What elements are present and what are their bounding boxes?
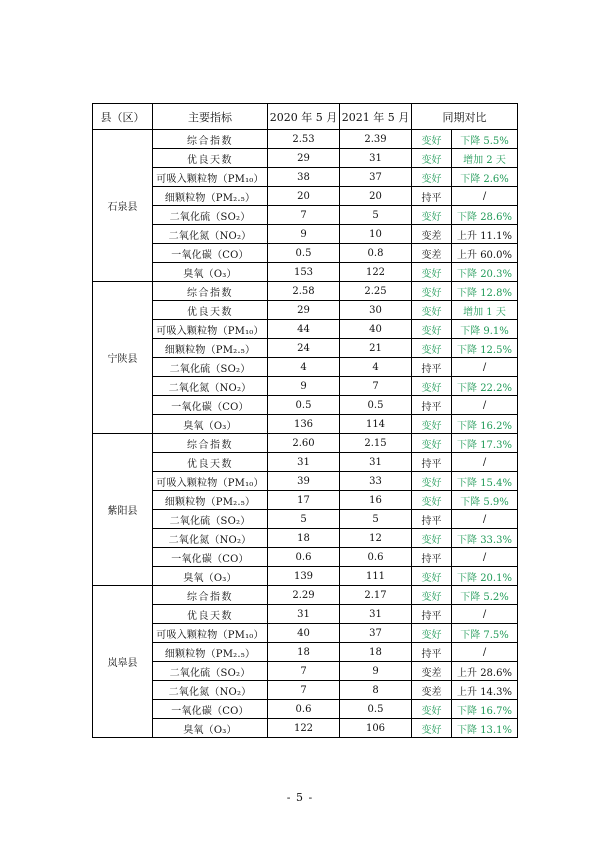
trend-cell: 变好 (412, 168, 452, 187)
trend-cell: 持平 (412, 510, 452, 529)
trend-cell: 持平 (412, 358, 452, 377)
table-row (93, 453, 518, 472)
value-2020-cell: 44 (268, 320, 340, 339)
table-row (93, 206, 518, 225)
value-2021-cell: 2.25 (340, 282, 412, 301)
value-2021-cell: 33 (340, 472, 412, 491)
value-2020-cell: 29 (268, 301, 340, 320)
change-cell: 增加 2 天 (452, 149, 518, 168)
trend-cell: 变好 (412, 700, 452, 719)
table-row (93, 491, 518, 510)
table-header (93, 104, 518, 130)
county-cell: 宁陕县 (93, 282, 153, 434)
value-2021-cell: 10 (340, 225, 412, 244)
value-2021-cell: 37 (340, 624, 412, 643)
change-cell: 下降 16.7% (452, 700, 518, 719)
change-cell: 下降 22.2% (452, 377, 518, 396)
value-2020-cell: 0.6 (268, 700, 340, 719)
table-row (93, 624, 518, 643)
county-cell: 紫阳县 (93, 434, 153, 586)
value-2020-cell: 0.6 (268, 548, 340, 567)
metric-cell: 综合指数 (153, 434, 268, 453)
metric-cell: 综合指数 (153, 282, 268, 301)
value-2020-cell: 9 (268, 377, 340, 396)
trend-cell: 持平 (412, 396, 452, 415)
change-cell: 上升 11.1% (452, 225, 518, 244)
county-cell: 岚皋县 (93, 586, 153, 738)
change-cell: / (452, 396, 518, 415)
metric-cell: 臭氧（O₃） (153, 567, 268, 586)
change-cell: 下降 20.3% (452, 263, 518, 282)
change-cell: / (452, 453, 518, 472)
table-row (93, 529, 518, 548)
value-2021-cell: 8 (340, 681, 412, 700)
table-row (93, 377, 518, 396)
change-cell: 上升 14.3% (452, 681, 518, 700)
table-row (93, 187, 518, 206)
metric-cell: 综合指数 (153, 130, 268, 149)
trend-cell: 变好 (412, 206, 452, 225)
trend-cell: 变差 (412, 225, 452, 244)
trend-cell: 变好 (412, 320, 452, 339)
value-2020-cell: 136 (268, 415, 340, 434)
trend-cell: 变好 (412, 377, 452, 396)
value-2021-cell: 2.15 (340, 434, 412, 453)
metric-cell: 综合指数 (153, 586, 268, 605)
trend-cell: 持平 (412, 187, 452, 206)
value-2020-cell: 2.58 (268, 282, 340, 301)
trend-cell: 变好 (412, 263, 452, 282)
trend-cell: 变好 (412, 472, 452, 491)
value-2021-cell: 20 (340, 187, 412, 206)
table-row (93, 225, 518, 244)
value-2021-cell: 0.5 (340, 700, 412, 719)
trend-cell: 变差 (412, 681, 452, 700)
metric-cell: 二氧化氮（NO₂） (153, 529, 268, 548)
change-cell: 下降 13.1% (452, 719, 518, 738)
header-2020: 2020 年 5 月 (268, 104, 340, 130)
metric-cell: 二氧化氮（NO₂） (153, 681, 268, 700)
metric-cell: 二氧化硫（SO₂） (153, 662, 268, 681)
page-number: - 5 - (286, 791, 314, 804)
value-2020-cell: 4 (268, 358, 340, 377)
trend-cell: 变好 (412, 529, 452, 548)
value-2020-cell: 122 (268, 719, 340, 738)
trend-cell: 变好 (412, 491, 452, 510)
value-2021-cell: 16 (340, 491, 412, 510)
header-2021: 2021 年 5 月 (340, 104, 412, 130)
value-2020-cell: 153 (268, 263, 340, 282)
change-cell: 下降 7.5% (452, 624, 518, 643)
value-2020-cell: 139 (268, 567, 340, 586)
value-2021-cell: 114 (340, 415, 412, 434)
change-cell: 上升 60.0% (452, 244, 518, 263)
value-2021-cell: 2.39 (340, 130, 412, 149)
metric-cell: 臭氧（O₃） (153, 263, 268, 282)
metric-cell: 可吸入颗粒物（PM₁₀） (153, 168, 268, 187)
trend-cell: 持平 (412, 453, 452, 472)
table-row (93, 662, 518, 681)
table-row (93, 567, 518, 586)
metric-cell: 二氧化硫（SO₂） (153, 206, 268, 225)
table-row (93, 320, 518, 339)
metric-cell: 一氧化碳（CO） (153, 700, 268, 719)
value-2021-cell: 0.6 (340, 548, 412, 567)
value-2020-cell: 18 (268, 529, 340, 548)
change-cell: / (452, 643, 518, 662)
metric-cell: 细颗粒物（PM₂.₅） (153, 339, 268, 358)
value-2020-cell: 0.5 (268, 396, 340, 415)
change-cell: 下降 20.1% (452, 567, 518, 586)
table-row (93, 263, 518, 282)
value-2020-cell: 31 (268, 605, 340, 624)
trend-cell: 变好 (412, 586, 452, 605)
table-row (93, 396, 518, 415)
value-2021-cell: 12 (340, 529, 412, 548)
value-2020-cell: 2.60 (268, 434, 340, 453)
value-2021-cell: 18 (340, 643, 412, 662)
metric-cell: 一氧化碳（CO） (153, 244, 268, 263)
metric-cell: 一氧化碳（CO） (153, 548, 268, 567)
value-2020-cell: 38 (268, 168, 340, 187)
metric-cell: 优良天数 (153, 301, 268, 320)
change-cell: / (452, 510, 518, 529)
metric-cell: 一氧化碳（CO） (153, 396, 268, 415)
trend-cell: 变差 (412, 662, 452, 681)
metric-cell: 优良天数 (153, 453, 268, 472)
value-2020-cell: 40 (268, 624, 340, 643)
trend-cell: 持平 (412, 605, 452, 624)
change-cell: 上升 28.6% (452, 662, 518, 681)
table-row (93, 415, 518, 434)
value-2021-cell: 122 (340, 263, 412, 282)
value-2020-cell: 7 (268, 662, 340, 681)
value-2020-cell: 7 (268, 206, 340, 225)
table-row (93, 244, 518, 263)
change-cell: 下降 15.4% (452, 472, 518, 491)
value-2021-cell: 31 (340, 453, 412, 472)
table-row (93, 149, 518, 168)
county-cell: 石泉县 (93, 130, 153, 282)
value-2021-cell: 7 (340, 377, 412, 396)
trend-cell: 变好 (412, 282, 452, 301)
value-2021-cell: 9 (340, 662, 412, 681)
table-row (93, 339, 518, 358)
value-2021-cell: 0.8 (340, 244, 412, 263)
value-2020-cell: 39 (268, 472, 340, 491)
value-2021-cell: 106 (340, 719, 412, 738)
change-cell: / (452, 605, 518, 624)
table-row (93, 548, 518, 567)
metric-cell: 二氧化硫（SO₂） (153, 510, 268, 529)
value-2020-cell: 18 (268, 643, 340, 662)
change-cell: 下降 17.3% (452, 434, 518, 453)
trend-cell: 变好 (412, 624, 452, 643)
change-cell: / (452, 187, 518, 206)
change-cell: 增加 1 天 (452, 301, 518, 320)
table-body (93, 130, 518, 738)
table-row (93, 643, 518, 662)
metric-cell: 二氧化硫（SO₂） (153, 358, 268, 377)
table-row (93, 282, 518, 301)
metric-cell: 细颗粒物（PM₂.₅） (153, 491, 268, 510)
value-2020-cell: 2.29 (268, 586, 340, 605)
metric-cell: 细颗粒物（PM₂.₅） (153, 643, 268, 662)
value-2020-cell: 20 (268, 187, 340, 206)
metric-cell: 二氧化氮（NO₂） (153, 377, 268, 396)
trend-cell: 变好 (412, 149, 452, 168)
value-2021-cell: 5 (340, 206, 412, 225)
value-2021-cell: 0.5 (340, 396, 412, 415)
value-2020-cell: 31 (268, 453, 340, 472)
table-row (93, 700, 518, 719)
value-2021-cell: 4 (340, 358, 412, 377)
header-row (93, 104, 518, 130)
value-2021-cell: 21 (340, 339, 412, 358)
value-2021-cell: 31 (340, 149, 412, 168)
trend-cell: 变好 (412, 130, 452, 149)
change-cell: 下降 2.6% (452, 168, 518, 187)
table-row (93, 358, 518, 377)
metric-cell: 可吸入颗粒物（PM₁₀） (153, 320, 268, 339)
change-cell: 下降 9.1% (452, 320, 518, 339)
metric-cell: 优良天数 (153, 149, 268, 168)
table-row (93, 719, 518, 738)
air-quality-table (92, 103, 518, 738)
table-row (93, 510, 518, 529)
trend-cell: 变好 (412, 301, 452, 320)
trend-cell: 持平 (412, 643, 452, 662)
change-cell: / (452, 358, 518, 377)
header-comparison: 同期对比 (412, 104, 518, 130)
value-2021-cell: 30 (340, 301, 412, 320)
trend-cell: 变好 (412, 434, 452, 453)
change-cell: 下降 12.5% (452, 339, 518, 358)
change-cell: 下降 5.9% (452, 491, 518, 510)
value-2020-cell: 0.5 (268, 244, 340, 263)
trend-cell: 变好 (412, 415, 452, 434)
trend-cell: 变差 (412, 244, 452, 263)
trend-cell: 变好 (412, 339, 452, 358)
value-2021-cell: 5 (340, 510, 412, 529)
value-2020-cell: 9 (268, 225, 340, 244)
trend-cell: 变好 (412, 567, 452, 586)
table-row (93, 168, 518, 187)
table-row (93, 472, 518, 491)
metric-cell: 臭氧（O₃） (153, 719, 268, 738)
value-2021-cell: 37 (340, 168, 412, 187)
metric-cell: 优良天数 (153, 605, 268, 624)
metric-cell: 臭氧（O₃） (153, 415, 268, 434)
table-row (93, 301, 518, 320)
metric-cell: 细颗粒物（PM₂.₅） (153, 187, 268, 206)
metric-cell: 二氧化氮（NO₂） (153, 225, 268, 244)
value-2020-cell: 17 (268, 491, 340, 510)
value-2020-cell: 7 (268, 681, 340, 700)
table-row (93, 434, 518, 453)
value-2021-cell: 111 (340, 567, 412, 586)
header-county: 县（区） (93, 104, 153, 130)
change-cell: 下降 28.6% (452, 206, 518, 225)
value-2020-cell: 29 (268, 149, 340, 168)
value-2020-cell: 24 (268, 339, 340, 358)
value-2020-cell: 2.53 (268, 130, 340, 149)
value-2020-cell: 5 (268, 510, 340, 529)
trend-cell: 变好 (412, 719, 452, 738)
table-row (93, 681, 518, 700)
table-row (93, 130, 518, 149)
metric-cell: 可吸入颗粒物（PM₁₀） (153, 624, 268, 643)
value-2021-cell: 31 (340, 605, 412, 624)
trend-cell: 持平 (412, 548, 452, 567)
table-row (93, 586, 518, 605)
change-cell: 下降 33.3% (452, 529, 518, 548)
change-cell: 下降 5.5% (452, 130, 518, 149)
change-cell: 下降 12.8% (452, 282, 518, 301)
table-row (93, 605, 518, 624)
header-metric: 主要指标 (153, 104, 268, 130)
change-cell: 下降 16.2% (452, 415, 518, 434)
value-2021-cell: 40 (340, 320, 412, 339)
change-cell: 下降 5.2% (452, 586, 518, 605)
metric-cell: 可吸入颗粒物（PM₁₀） (153, 472, 268, 491)
value-2021-cell: 2.17 (340, 586, 412, 605)
change-cell: / (452, 548, 518, 567)
